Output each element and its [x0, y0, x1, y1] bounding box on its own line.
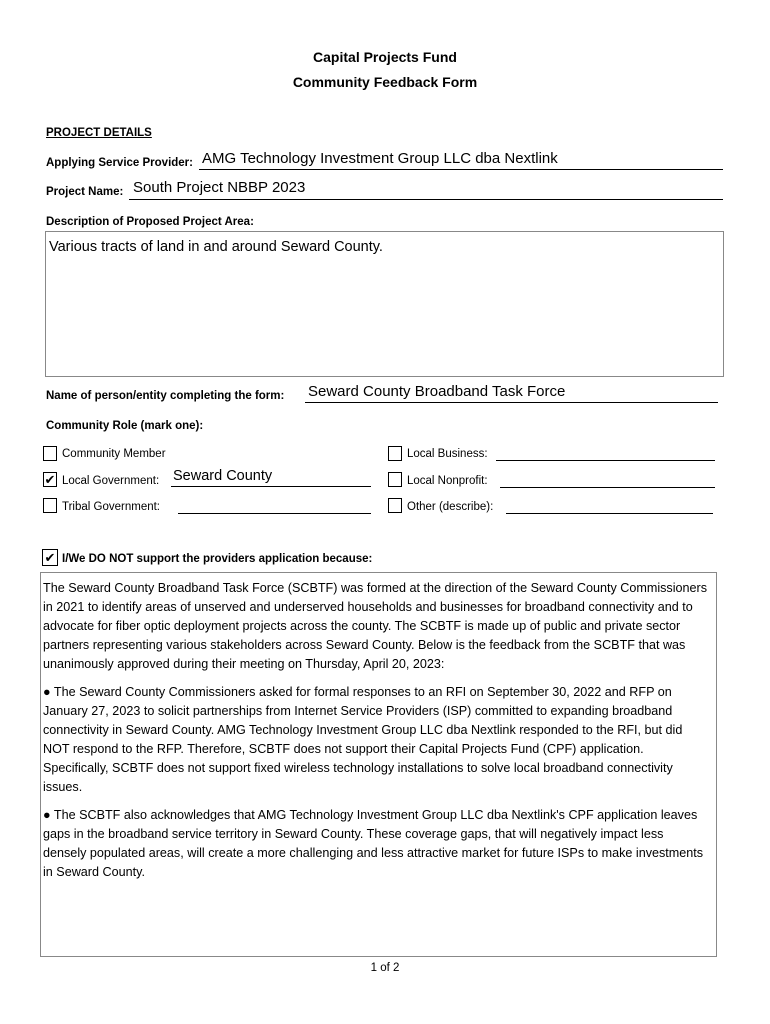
- feedback-paragraph: The Seward County Broadband Task Force (SCBTF) was formed at the direction of the Seward County Commissioners in 2021 to identify areas of unserved and underserved households and businesses for broadband connectivity and to advocate for fiber optic deployment projects across the county. The SCBTF is made up of public and private sector partners representing various stakeholders across Seward County. Below is the feedback from the SCBTF that was unanimously approved during their meeting on Thursday, April 20, 2023:: [43, 581, 708, 671]
- person-label: Name of person/entity completing the form:: [46, 390, 285, 402]
- local-business-underline[interactable]: [496, 460, 715, 461]
- tribal-government-label: Tribal Government:: [62, 501, 160, 513]
- other-label: Other (describe):: [407, 501, 494, 513]
- do-not-support-checkbox[interactable]: [42, 549, 58, 566]
- local-nonprofit-checkbox[interactable]: [388, 472, 402, 487]
- area-label: Description of Proposed Project Area:: [46, 216, 254, 228]
- provider-underline: [199, 169, 723, 170]
- section-heading: PROJECT DETAILS: [46, 127, 152, 139]
- provider-field[interactable]: AMG Technology Investment Group LLC dba Nextlink: [202, 150, 558, 167]
- form-subtitle: Community Feedback Form: [292, 74, 478, 90]
- checkmark-icon: ✔: [44, 472, 56, 487]
- local-government-label: Local Government:: [62, 475, 160, 487]
- local-government-field[interactable]: Seward County: [173, 468, 273, 484]
- page-number: 1 of 2: [370, 962, 400, 974]
- local-business-label: Local Business:: [407, 448, 488, 460]
- community-member-checkbox[interactable]: [43, 446, 57, 461]
- area-description-text: Various tracts of land in and around Seward County.: [49, 239, 383, 255]
- do-not-support-label: I/We DO NOT support the providers application because:: [62, 553, 373, 565]
- feedback-box[interactable]: [40, 572, 717, 957]
- feedback-paragraph: ● The SCBTF also acknowledges that AMG Technology Investment Group LLC dba Nextlink's CPF application leaves gaps in the broadband service territory in Seward County. These coverage gaps, that will negatively impact less densely populated areas, will create a more challenging and less attractive market for future ISPs to make investments in Seward County.: [43, 808, 704, 879]
- other-checkbox[interactable]: [388, 498, 402, 513]
- project-label: Project Name:: [46, 186, 124, 198]
- checkmark-icon: ✔: [44, 550, 56, 565]
- project-underline: [129, 199, 723, 200]
- area-description-box[interactable]: [45, 231, 724, 377]
- form-title: Capital Projects Fund: [313, 49, 457, 65]
- feedback-paragraph: ● The Seward County Commissioners asked for formal responses to an RFI on September 30, 2022 and RFP on January 27, 2023 to solicit partnerships from Internet Service Providers (ISP) committed to expanding broadband connectivity in Seward County. AMG Technology Investment Group LLC dba Nextlink responded to the RFI, but did NOT respond to the RFP. Therefore, SCBTF does not support their Capital Projects Fund (CPF) application. Specifically, SCBTF does not support fixed wireless technology installations to solve local broadband connectivity issues.: [43, 685, 683, 794]
- project-name-field[interactable]: South Project NBBP 2023: [133, 179, 306, 196]
- tribal-government-checkbox[interactable]: [43, 498, 57, 513]
- local-government-checkbox[interactable]: [43, 472, 57, 487]
- local-government-underline: [171, 486, 371, 487]
- person-underline: [305, 402, 718, 403]
- role-label: Community Role (mark one):: [46, 420, 204, 432]
- provider-label: Applying Service Provider:: [46, 157, 193, 169]
- tribal-government-underline[interactable]: [178, 513, 371, 514]
- local-nonprofit-underline[interactable]: [500, 487, 715, 488]
- person-field[interactable]: Seward County Broadband Task Force: [308, 383, 566, 400]
- local-nonprofit-label: Local Nonprofit:: [407, 475, 488, 487]
- local-business-checkbox[interactable]: [388, 446, 402, 461]
- other-underline[interactable]: [506, 513, 713, 514]
- community-member-label: Community Member: [62, 448, 166, 460]
